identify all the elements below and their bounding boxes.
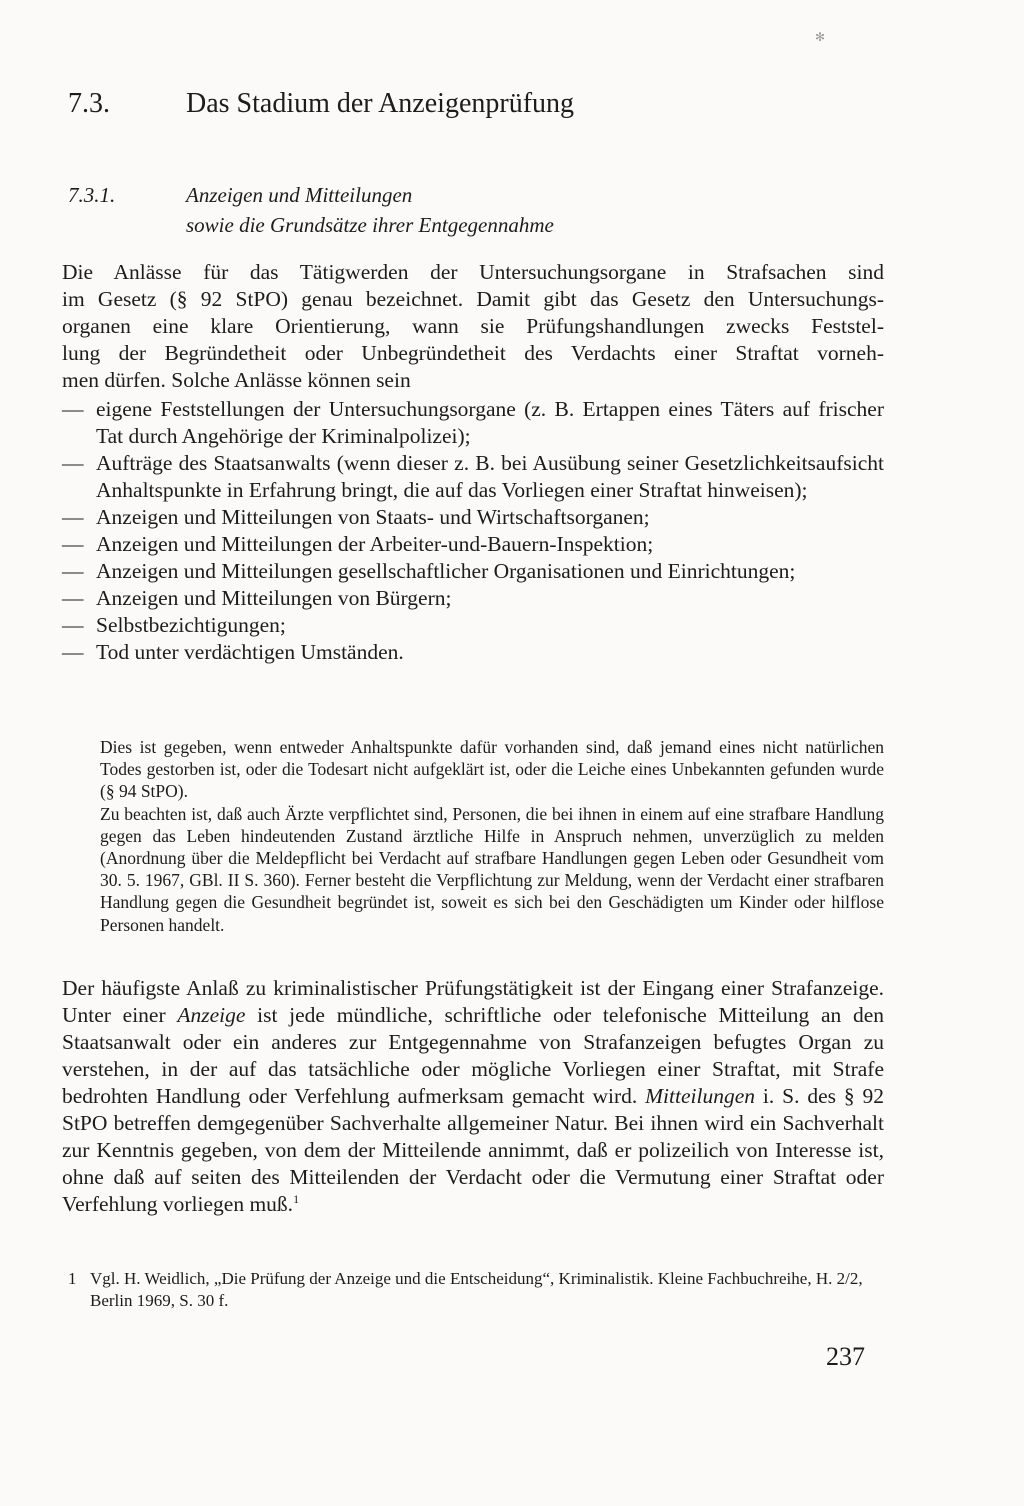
dash-marker: —: [62, 397, 84, 421]
page-number: 237: [826, 1342, 865, 1371]
intro-line: lung der Begründetheit oder Unbegründetheit des Verdachts einer Straftat vorneh-: [62, 341, 884, 365]
subsection-number: 7.3.1.: [68, 183, 116, 207]
term-mitteilungen: Mitteilungen: [645, 1084, 756, 1108]
main-paragraph: [62, 975, 884, 1218]
list-item-text: Selbstbezichtigungen;: [96, 613, 286, 637]
intro-line: men dürfen. Solche Anlässe können sein: [62, 368, 411, 392]
list-item: [62, 585, 884, 612]
main-text-part: i. S. des § 92 StPO betreffen demgegenüber Sachverhalte allgemeiner Natur. Bei ihnen wird ein Sachverhalt zur Kenntnis gegeben, von dem der Mitteilende annimmt, daß er polizeilich von Interesse ist, ohne daß auf seiten des Mitteilenden der Verdacht oder die Vermutung einer Straftat oder Verfehlung vorliegen muß.: [62, 1084, 885, 1216]
term-anzeige: Anzeige: [177, 1003, 246, 1027]
list-item-text: Aufträge des Staatsanwalts (wenn dieser z. B. bei Ausübung seiner Gesetzlichkeitsaufsicht Anhaltspunkte in Erfahrung bringt, die auf das Vorliegen einer Straftat hinweisen);: [96, 451, 884, 502]
main-text-part: Der häufigste Anlaß zu kriminalistischer Prüfungstätigkeit ist der Eingang einer Strafanzeige. Unter einer: [62, 976, 884, 1027]
main-text-part: ist jede mündliche, schriftliche oder telefonische Mitteilung an den Staatsanwalt oder ein anderes zur Entgegennahme von Strafanzeigen befugtes Organ zu verstehen, in der auf das tatsächliche oder mögliche Vorliegen einer Straftat, mit Strafe bedrohten Handlung oder Verfehlung aufmerksam gemacht wird.: [62, 1003, 884, 1108]
dash-marker: —: [62, 586, 84, 610]
dash-marker: —: [62, 532, 84, 556]
occasion-list: [62, 396, 884, 666]
section-number: 7.3.: [68, 88, 110, 119]
list-item: [62, 531, 884, 558]
list-item: [62, 396, 884, 450]
list-item-text: Anzeigen und Mitteilungen der Arbeiter-und-Bauern-Inspektion;: [96, 532, 654, 556]
list-item: [62, 612, 884, 639]
footnote-reference[interactable]: 1: [293, 1191, 300, 1206]
list-item-text: eigene Feststellungen der Untersuchungsorgane (z. B. Ertappen eines Täters auf frischer Tat durch Angehörige der Kriminalpolizei);: [96, 397, 884, 448]
list-item-text: Tod unter verdächtigen Umständen.: [96, 640, 404, 664]
list-item-text: Anzeigen und Mitteilungen von Staats- und Wirtschaftsorganen;: [96, 505, 650, 529]
subsection-title-line-1: Anzeigen und Mitteilungen: [186, 183, 413, 207]
dash-marker: —: [62, 640, 84, 664]
list-item: [62, 639, 884, 666]
footnote-text: Vgl. H. Weidlich, „Die Prüfung der Anzeige und die Entscheidung“, Kriminalistik. Kleine Fachbuchreihe, H. 2/2, Berlin 1969, S. 30 f.: [90, 1269, 863, 1310]
intro-line: organen eine klare Orientierung, wann sie Prüfungshandlungen zwecks Feststel-: [62, 314, 884, 338]
main-paragraph-text: [62, 975, 884, 1218]
dash-marker: —: [62, 613, 84, 637]
note-paragraph-2: Zu beachten ist, daß auch Ärzte verpflichtet sind, Personen, die bei ihnen in einem auf eine strafbare Handlung gegen das Leben hindeutenden Zustand ärztliche Hilfe in Anspruch nehmen, unverzüglich zu melden (Anordnung über die Meldepflicht bei Verdacht auf strafbare Handlungen gegen Leben oder Gesundheit vom 30. 5. 1967, GBl. II S. 360). Ferner besteht die Verpflichtung zur Meldung, wenn der Verdacht einer strafbaren Handlung gegen die Gesundheit begründet ist, soweit es sich bei den Geschädigten um Kinder oder hilflose Personen handelt.: [100, 803, 884, 935]
intro-paragraph: [62, 259, 884, 394]
list-item: [62, 558, 884, 585]
dash-marker: —: [62, 559, 84, 583]
footnote: [68, 1268, 884, 1312]
intro-line: Die Anlässe für das Tätigwerden der Untersuchungsorgane in Strafsachen sind: [62, 260, 884, 284]
subsection-title: [186, 180, 554, 240]
note-paragraph-1: Dies ist gegeben, wenn entweder Anhaltspunkte dafür vorhanden sind, daß jemand eines nicht natürlichen Todes gestorben ist, oder die Todesart nicht aufgeklärt ist, oder die Leiche eines Unbekannten gefunden wurde (§ 94 StPO).: [100, 737, 884, 802]
list-item-text: Anzeigen und Mitteilungen gesellschaftlicher Organisationen und Einrichtungen;: [96, 559, 796, 583]
intro-line: im Gesetz (§ 92 StPO) genau bezeichnet. Damit gibt das Gesetz den Untersuchungs-: [62, 287, 884, 311]
footnote-mark: 1: [68, 1269, 77, 1288]
section-title: Das Stadium der Anzeigenprüfung: [186, 88, 575, 119]
subsection-title-line-2: sowie die Grundsätze ihrer Entgegennahme: [186, 213, 554, 237]
print-speck: ✻: [815, 30, 826, 44]
dash-marker: —: [62, 451, 84, 475]
list-item-text: Anzeigen und Mitteilungen von Bürgern;: [96, 586, 452, 610]
list-item: [62, 450, 884, 504]
death-note: [100, 736, 884, 936]
list-item: [62, 504, 884, 531]
dash-marker: —: [62, 505, 84, 529]
